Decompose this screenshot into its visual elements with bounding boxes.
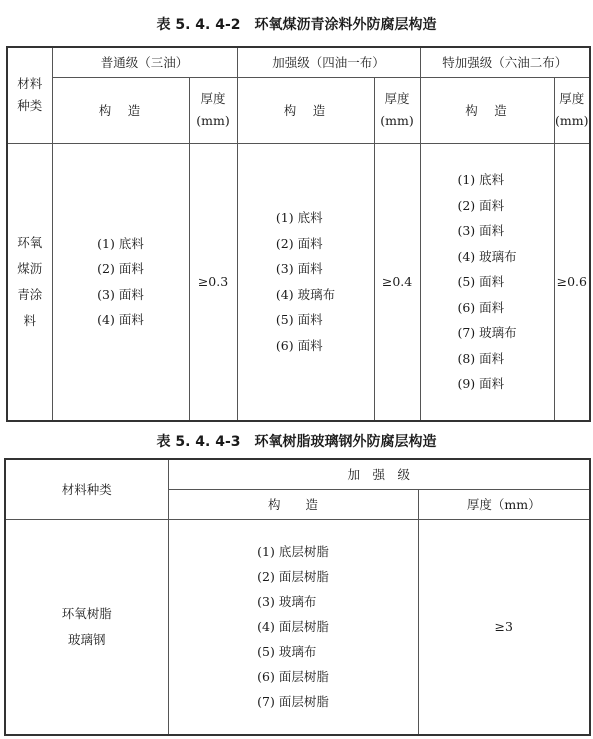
- coal-tar-epoxy-table: [6, 46, 591, 422]
- material-cell: 环氧树脂 玻璃钢: [5, 519, 168, 735]
- thickness: ≥3: [418, 519, 590, 735]
- list-item: (7) 玻璃布: [457, 325, 517, 340]
- strong-thickness: ≥0.4: [374, 143, 420, 421]
- list-item: (2) 面料: [275, 235, 323, 251]
- list-item: (9) 面料: [457, 376, 505, 391]
- header-grade-extra: 特加强级（六油二布）: [420, 47, 590, 77]
- list-item: (8) 面料: [457, 350, 505, 366]
- header-thickness-extra: 厚度 (mm): [554, 77, 590, 143]
- list-item: (7) 面层树脂: [257, 694, 329, 710]
- list-item: (3) 面料: [457, 223, 505, 238]
- list-item: (1) 底层树脂: [257, 544, 329, 560]
- list-item: (1) 底料: [97, 235, 144, 251]
- header-thickness: 厚度（mm）: [418, 489, 590, 519]
- list-item: (6) 面料: [457, 299, 505, 315]
- header-thickness-normal: 厚度 (mm): [189, 77, 237, 143]
- table1-title: 表 5. 4. 4-2 环氧煤沥青涂料外防腐层构造: [156, 17, 437, 33]
- list-item: (6) 面料: [275, 337, 323, 353]
- header-grade-strong: 加强级（四油一布）: [237, 47, 420, 77]
- header-structure-normal: 构 造: [52, 77, 189, 143]
- list-item: (4) 玻璃布: [457, 248, 517, 264]
- header-structure-strong: 构 造: [237, 77, 374, 143]
- list-item: (6) 面层树脂: [257, 669, 329, 685]
- list-item: (5) 面料: [275, 312, 323, 328]
- header-material-type: 材料 种类: [7, 47, 52, 143]
- strong-layers: [237, 143, 374, 421]
- normal-layers: [52, 143, 189, 421]
- list-item: (2) 面层树脂: [257, 569, 329, 585]
- extra-thickness: ≥0.6: [554, 143, 590, 421]
- material-cell: 环氧 煤沥 青涂 料: [7, 143, 52, 421]
- epoxy-frp-table: [4, 458, 591, 736]
- header-thickness-strong: 厚度 (mm): [374, 77, 420, 143]
- list-item: (4) 玻璃布: [275, 286, 336, 302]
- list-item: (5) 面料: [457, 274, 505, 289]
- list-item: (3) 面料: [275, 261, 323, 277]
- header-structure-extra: 构 造: [420, 77, 554, 143]
- list-item: (5) 玻璃布: [257, 644, 317, 660]
- header-structure: 构 造: [168, 489, 418, 519]
- list-item: (2) 面料: [97, 261, 144, 277]
- header-grade-normal: 普通级（三油）: [52, 47, 237, 77]
- header-grade: 加 强 级: [168, 459, 590, 489]
- list-item: (3) 玻璃布: [257, 594, 317, 610]
- header-material-type: 材料种类: [5, 459, 168, 519]
- list-item: (1) 底料: [457, 172, 505, 187]
- table2-title: 表 5. 4. 4-3 环氧树脂玻璃钢外防腐层构造: [156, 434, 437, 450]
- layers: [168, 519, 418, 735]
- list-item: (2) 面料: [457, 197, 505, 213]
- list-item: (3) 面料: [97, 286, 144, 302]
- list-item: (4) 面层树脂: [257, 619, 329, 635]
- list-item: (1) 底料: [275, 210, 323, 226]
- normal-thickness: ≥0.3: [189, 143, 237, 421]
- extra-layers: [420, 143, 554, 421]
- list-item: (4) 面料: [97, 312, 144, 328]
